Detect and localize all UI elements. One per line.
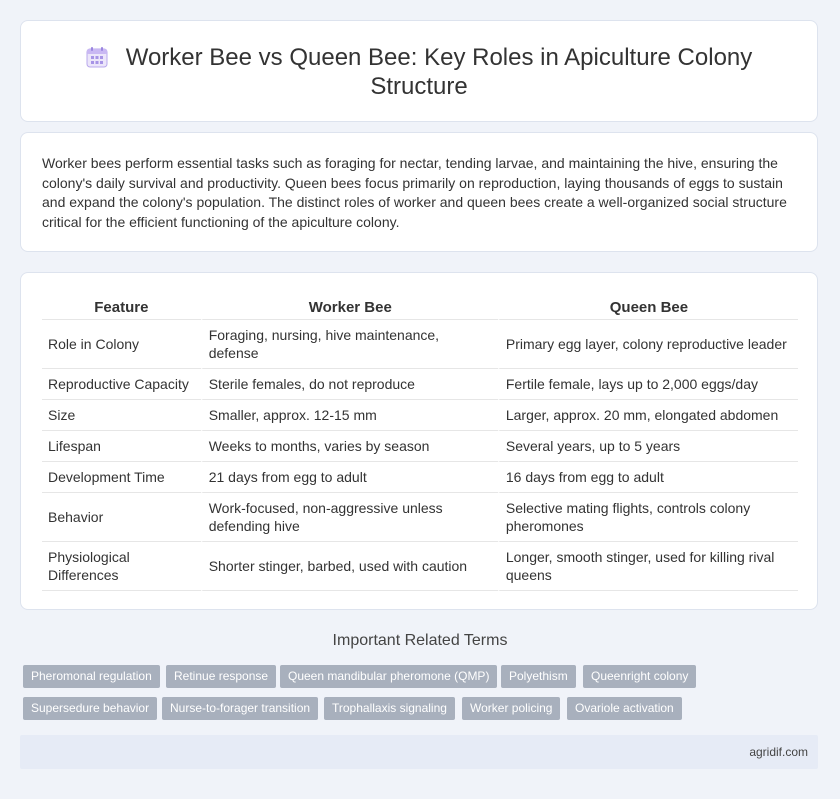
calendar-icon: [86, 46, 108, 68]
feature-cell: Lifespan: [42, 431, 201, 462]
table-row: [42, 320, 798, 369]
intro-card: [20, 132, 818, 252]
header-queen-bee: Queen Bee: [498, 295, 798, 320]
table-row: [42, 542, 798, 591]
queen-cell: Fertile female, lays up to 2,000 eggs/day: [498, 369, 798, 400]
header-worker-bee: Worker Bee: [201, 295, 498, 320]
related-tag[interactable]: Ovariole activation: [567, 697, 682, 720]
title-card: [20, 20, 818, 122]
worker-cell: Shorter stinger, barbed, used with caution: [201, 542, 498, 591]
related-tag[interactable]: Pheromonal regulation: [23, 665, 160, 688]
related-tag[interactable]: Nurse-to-forager transition: [162, 697, 318, 720]
footer-site-link[interactable]: agridif.com: [749, 745, 808, 759]
feature-cell: Physiological Differences: [42, 542, 201, 591]
related-tag[interactable]: Polyethism: [501, 665, 576, 688]
related-tag[interactable]: Queen mandibular pheromone (QMP): [280, 665, 497, 688]
queen-cell: Selective mating flights, controls colony pheromones: [498, 493, 798, 542]
page-title-row: [21, 43, 817, 101]
table-row: [42, 431, 798, 462]
table-row: [42, 462, 798, 493]
queen-cell: Several years, up to 5 years: [498, 431, 798, 462]
worker-cell: Smaller, approx. 12-15 mm: [201, 400, 498, 431]
related-tag[interactable]: Trophallaxis signaling: [324, 697, 455, 720]
feature-cell: Reproductive Capacity: [42, 369, 201, 400]
feature-cell: Development Time: [42, 462, 201, 493]
worker-cell: Weeks to months, varies by season: [201, 431, 498, 462]
comparison-card: [20, 272, 818, 610]
queen-cell: 16 days from egg to adult: [498, 462, 798, 493]
table-row: [42, 400, 798, 431]
feature-cell: Size: [42, 400, 201, 431]
worker-cell: 21 days from egg to adult: [201, 462, 498, 493]
worker-cell: Work-focused, non-aggressive unless defending hive: [201, 493, 498, 542]
feature-cell: Behavior: [42, 493, 201, 542]
queen-cell: Primary egg layer, colony reproductive leader: [498, 320, 798, 369]
table-header-row: [42, 295, 798, 320]
intro-paragraph: Worker bees perform essential tasks such as foraging for nectar, tending larvae, and maintaining the hive, ensuring the colony's daily survival and productivity. Queen bees focus primarily on reproduction, laying thousands of eggs to sustain and expand the colony's population. The distinct roles of worker and queen bees create a well-organized social structure critical for the efficient functioning of the apiculture colony.: [42, 155, 787, 230]
related-tag[interactable]: Retinue response: [166, 665, 276, 688]
footer: [20, 735, 818, 769]
related-tag[interactable]: Supersedure behavior: [23, 697, 157, 720]
related-terms-title: Important Related Terms: [332, 632, 508, 649]
feature-cell: Role in Colony: [42, 320, 201, 369]
header-feature: Feature: [42, 295, 201, 320]
table-row: [42, 493, 798, 542]
related-tag[interactable]: Worker policing: [462, 697, 560, 720]
page-title: Worker Bee vs Queen Bee: Key Roles in Apiculture Colony Structure: [125, 44, 753, 100]
queen-cell: Larger, approx. 20 mm, elongated abdomen: [498, 400, 798, 431]
worker-cell: Sterile females, do not reproduce: [201, 369, 498, 400]
queen-cell: Longer, smooth stinger, used for killing rival queens: [498, 542, 798, 591]
related-tag[interactable]: Queenright colony: [583, 665, 696, 688]
table-row: [42, 369, 798, 400]
comparison-table: [42, 295, 798, 591]
worker-cell: Foraging, nursing, hive maintenance, defense: [201, 320, 498, 369]
